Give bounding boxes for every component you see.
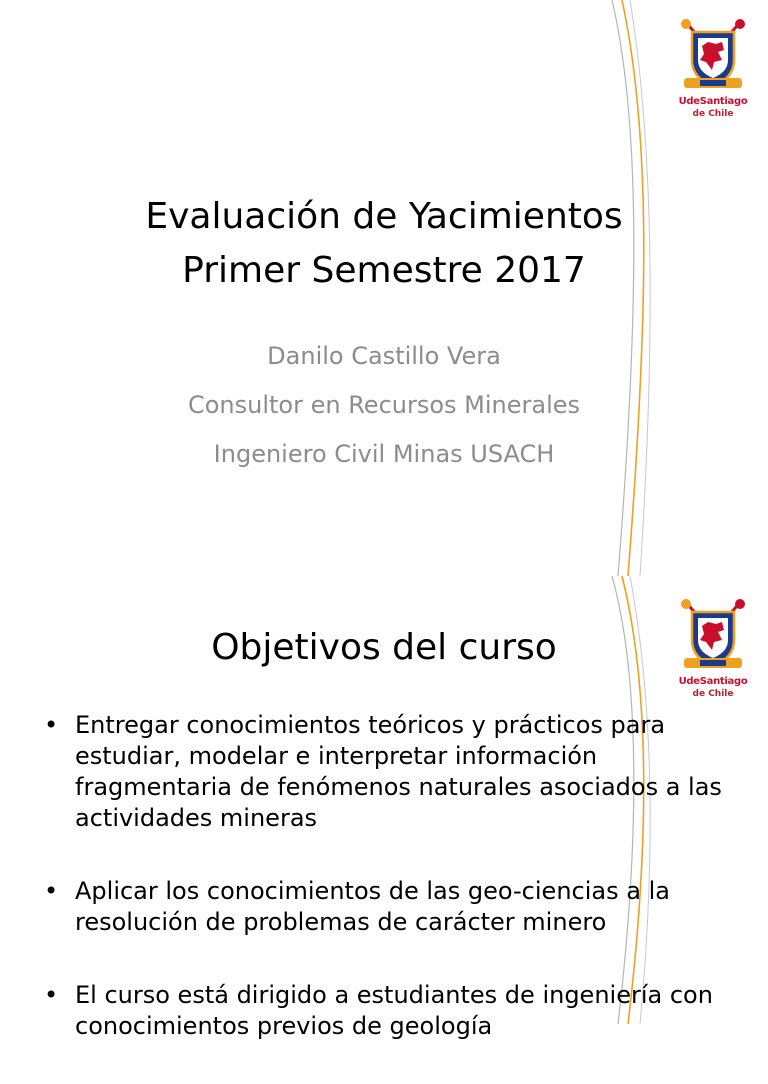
list-item: • El curso está dirigido a estudiantes de ingeniería con conocimientos previos de geología: [44, 980, 744, 1042]
author-name: Danilo Castillo Vera: [267, 342, 501, 370]
logo-text-line2: de Chile: [692, 109, 734, 119]
section-title: Objetivos del curso: [211, 627, 557, 668]
author-degree: Ingeniero Civil Minas USACH: [213, 440, 555, 468]
logo-text-line1: UdeSantiago: [678, 96, 748, 107]
title-line-1: Evaluación de Yacimientos: [145, 196, 623, 237]
university-crest-icon: [678, 16, 748, 96]
objectives-slide: [0, 576, 768, 1040]
author-role: Consultor en Recursos Minerales: [187, 391, 581, 419]
objectives-list: [44, 710, 744, 1084]
logo-text-line1: UdeSantiago: [678, 676, 748, 687]
list-item: • Entregar conocimientos teóricos y prácticos para estudiar, modelar e interpretar información fragmentaria de fenómenos naturales asociados a las actividades mineras: [44, 710, 744, 834]
slide-title: [0, 190, 768, 298]
list-item: • Aplicar los conocimientos de las geo-ciencias a la resolución de problemas de carácter minero: [44, 876, 744, 938]
title-line-2: Primer Semestre 2017: [182, 250, 586, 291]
slide-subtitle: [0, 332, 768, 479]
logo-text-line2: de Chile: [692, 689, 734, 699]
university-logo: [678, 16, 748, 122]
